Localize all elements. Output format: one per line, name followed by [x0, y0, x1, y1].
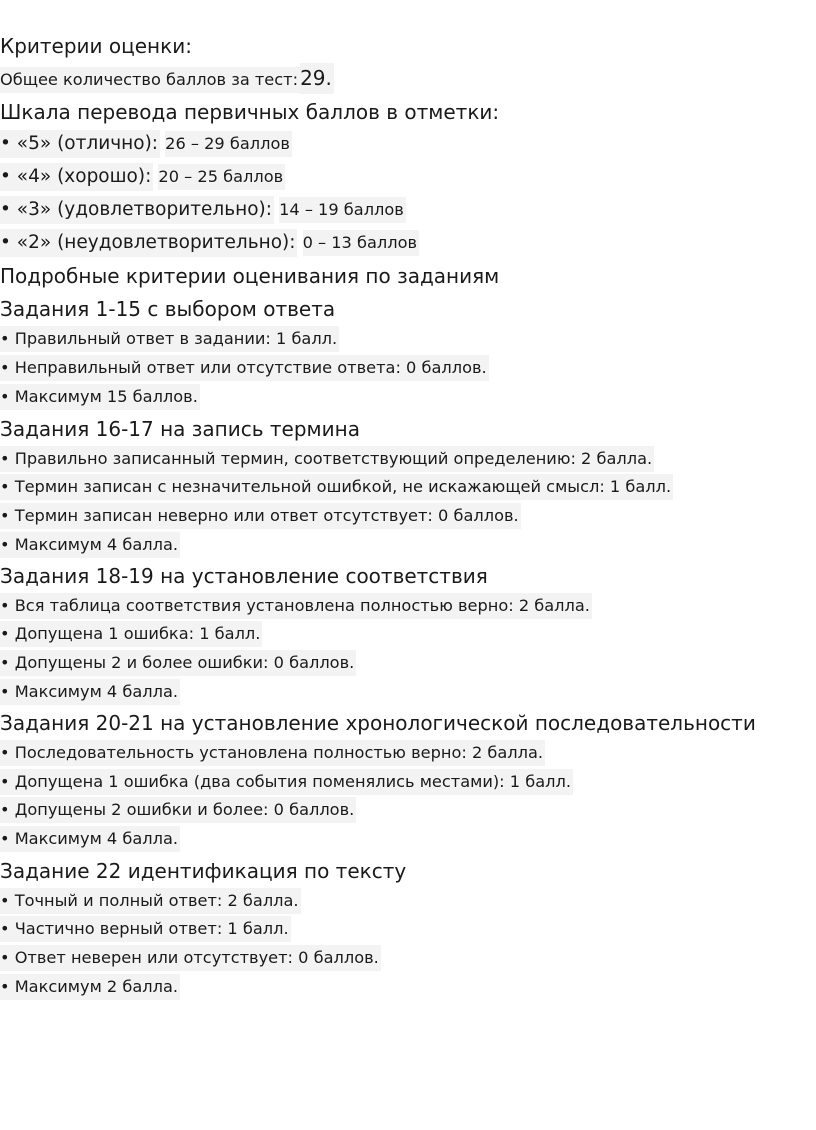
section-heading: Задания 1-15 с выбором ответа [0, 297, 336, 321]
total-score-label: Общее количество баллов за тест: [0, 67, 300, 93]
list-item-text: • Допущены 2 ошибки и более: 0 баллов. [0, 797, 356, 823]
grade-row [0, 201, 406, 220]
grade-label: • «5» (отлично): [0, 130, 160, 158]
list-item [0, 774, 573, 790]
list-item-text: • Ответ неверен или отсутствует: 0 баллов. [0, 945, 381, 971]
list-item-text: • Термин записан неверно или ответ отсутствует: 0 баллов. [0, 503, 521, 529]
list-item [0, 451, 654, 467]
list-item-text: • Допущены 2 и более ошибки: 0 баллов. [0, 650, 356, 676]
list-item-text: • Допущена 1 ошибка: 1 балл. [0, 621, 262, 647]
grade-range: 0 – 13 баллов [303, 230, 419, 256]
list-item-text: • Максимум 15 баллов. [0, 384, 200, 410]
doc-title: Критерии оценки: [0, 34, 192, 58]
list-item [0, 684, 180, 700]
grade-label: • «4» (хорошо): [0, 163, 153, 191]
grade-label: • «2» (неудовлетворительно): [0, 229, 297, 257]
details-heading: Подробные критерии оценивания по заданиям [0, 264, 500, 288]
list-item-text: • Точный и полный ответ: 2 балла. [0, 888, 301, 914]
list-item-text: • Правильный ответ в задании: 1 балл. [0, 326, 339, 352]
list-item [0, 389, 200, 405]
list-item [0, 802, 356, 818]
list-item-text: • Частично верный ответ: 1 балл. [0, 916, 291, 942]
section-heading: Задания 16-17 на запись термина [0, 417, 360, 441]
list-item-text: • Максимум 4 балла. [0, 532, 180, 558]
list-item [0, 893, 301, 909]
list-item [0, 626, 262, 642]
list-item [0, 537, 180, 553]
list-item [0, 950, 381, 966]
section-heading: Задание 22 идентификация по тексту [0, 859, 407, 883]
list-item-text: • Вся таблица соответствия установлена полностью верно: 2 балла. [0, 593, 592, 619]
grade-row [0, 135, 292, 154]
list-item-text: • Правильно записанный термин, соответствующий определению: 2 балла. [0, 446, 654, 472]
list-item-text: • Максимум 4 балла. [0, 826, 180, 852]
grade-range: 20 – 25 баллов [158, 164, 285, 190]
scale-heading: Шкала перевода первичных баллов в отметки: [0, 100, 500, 124]
list-item [0, 360, 489, 376]
grade-range: 14 – 19 баллов [279, 197, 406, 223]
list-item [0, 921, 291, 937]
grade-row [0, 234, 419, 253]
section-heading: Задания 18-19 на установление соответствия [0, 564, 488, 588]
list-item-text: • Последовательность установлена полностью верно: 2 балла. [0, 740, 545, 766]
list-item [0, 745, 545, 761]
list-item-text: • Максимум 4 балла. [0, 679, 180, 705]
list-item [0, 979, 180, 995]
list-item-text: • Допущена 1 ошибка (два события поменялись местами): 1 балл. [0, 769, 573, 795]
total-score-line [0, 68, 334, 88]
list-item [0, 331, 339, 347]
list-item-text: • Термин записан с незначительной ошибкой, не искажающей смысл: 1 балл. [0, 474, 673, 500]
list-item [0, 479, 673, 495]
list-item [0, 598, 592, 614]
list-item [0, 831, 180, 847]
total-score-value: 29. [300, 63, 334, 94]
list-item [0, 655, 356, 671]
list-item [0, 508, 521, 524]
list-item-text: • Максимум 2 балла. [0, 974, 180, 1000]
section-heading: Задания 20-21 на установление хронологической последовательности [0, 711, 756, 735]
grade-range: 26 – 29 баллов [165, 131, 292, 157]
grade-row [0, 168, 285, 187]
grade-label: • «3» (удовлетворительно): [0, 196, 274, 224]
list-item-text: • Неправильный ответ или отсутствие ответа: 0 баллов. [0, 355, 489, 381]
